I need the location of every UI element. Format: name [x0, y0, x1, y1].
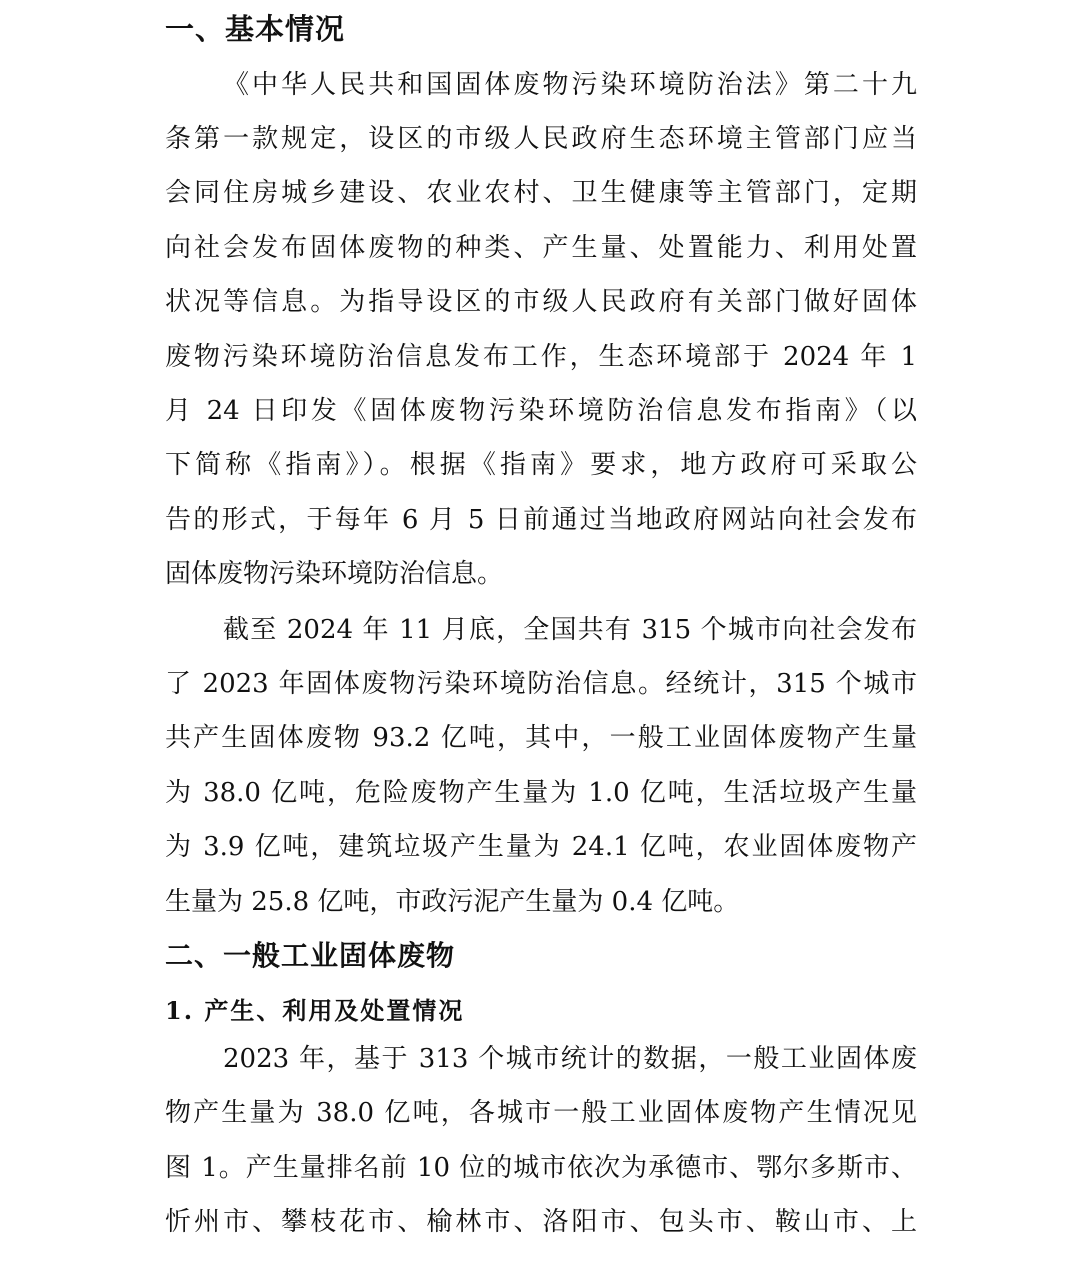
- section-1-para-1-line: 《中华人民共和国固体废物污染环境防治法》第二十九: [223, 70, 917, 100]
- section-2-para-1-line: 物产生量为 38.0 亿吨，各城市一般工业固体废物产生情况见: [165, 1098, 917, 1128]
- section-1-para-1-line: 条第一款规定，设区的市级人民政府生态环境主管部门应当: [165, 124, 917, 154]
- section-2-heading: 二、一般工业固体废物: [165, 939, 456, 972]
- section-1-para-2-line: 为 38.0 亿吨，危险废物产生量为 1.0 亿吨，生活垃圾产生量: [165, 778, 917, 808]
- section-1-para-1-line: 月 24 日印发《固体废物污染环境防治信息发布指南》（以: [165, 396, 917, 426]
- section-1-heading: 一、基本情况: [165, 12, 346, 46]
- section-1-para-1-line: 下简称《指南》）。根据《指南》要求，地方政府可采取公: [165, 450, 917, 480]
- section-1-para-1-line: 告的形式，于每年 6 月 5 日前通过当地政府网站向社会发布: [165, 505, 917, 535]
- section-1-para-1-line: 废物污染环境防治信息发布工作，生态环境部于 2024 年 1: [165, 342, 917, 372]
- section-2-para-1-line: 图 1。产生量排名前 10 位的城市依次为承德市、鄂尔多斯市、: [165, 1153, 917, 1183]
- section-1-para-2-line: 共产生固体废物 93.2 亿吨，其中，一般工业固体废物产生量: [165, 723, 917, 753]
- section-2-subheading: 1. 产生、利用及处置情况: [165, 996, 465, 1025]
- section-1-para-1-line: 向社会发布固体废物的种类、产生量、处置能力、利用处置: [165, 233, 917, 263]
- section-1-para-1-line: 会同住房城乡建设、农业农村、卫生健康等主管部门，定期: [165, 178, 917, 208]
- section-2-para-1-line: 2023 年，基于 313 个城市统计的数据，一般工业固体废: [223, 1044, 917, 1074]
- section-1-para-2-line: 生量为 25.8 亿吨，市政污泥产生量为 0.4 亿吨。: [165, 887, 740, 917]
- section-2-para-1-line: 忻州市、攀枝花市、榆林市、洛阳市、包头市、鞍山市、上: [165, 1207, 917, 1237]
- section-1-para-1-line: 状况等信息。为指导设区的市级人民政府有关部门做好固体: [165, 287, 917, 317]
- section-1-para-2-line: 截至 2024 年 11 月底，全国共有 315 个城市向社会发布: [223, 615, 917, 645]
- section-1-para-2-line: 了 2023 年固体废物污染环境防治信息。经统计，315 个城市: [165, 669, 917, 699]
- section-1-para-2-line: 为 3.9 亿吨，建筑垃圾产生量为 24.1 亿吨，农业固体废物产: [165, 832, 917, 862]
- section-1-para-1-line: 固体废物污染环境防治信息。: [165, 559, 504, 589]
